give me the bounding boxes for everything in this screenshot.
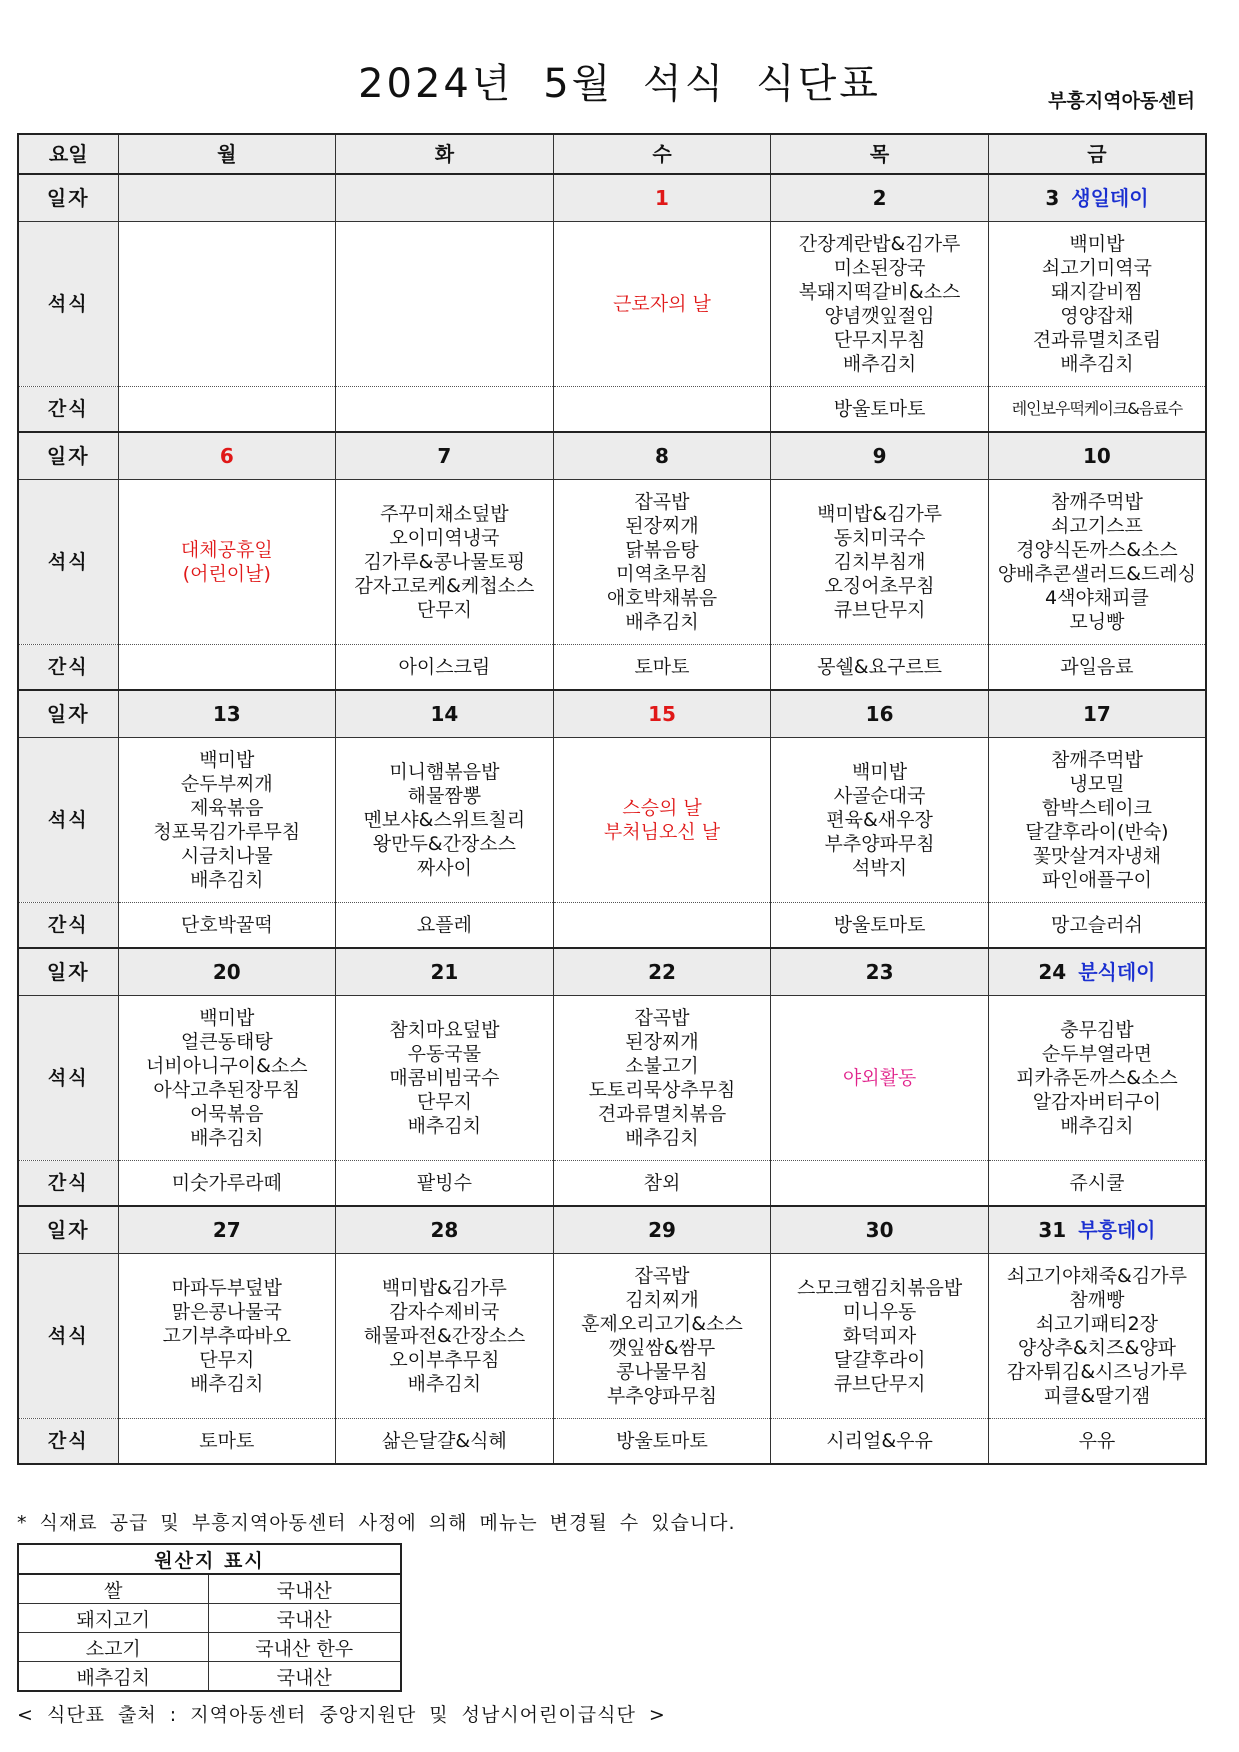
snack-cell: 몽쉘&요구르트 [771,645,989,691]
menu-item: 피클&딸기잼 [1043,1385,1151,1407]
menu-item: 참깨빵 [1069,1289,1125,1311]
dinner-cell [118,738,336,903]
menu-item: 오이부추무침 [389,1349,500,1371]
date-cell [988,948,1206,996]
origin-source: 국내산 한우 [208,1633,401,1662]
menu-item: 단무지무침 [833,329,926,351]
menu-item: 석박지 [852,857,908,879]
snack-label: 간식 [18,645,118,691]
dinner-cell [118,480,336,645]
menu-item: 배추김치 [190,869,264,891]
dinner-cell [553,996,771,1161]
date-cell [336,432,554,480]
date-number: 9 [872,444,887,468]
menu-item: 단무지 [416,599,472,621]
snack-cell [336,387,554,433]
dinner-label: 석식 [18,480,118,645]
menu-item: 닭볶음탕 [625,539,699,561]
dinner-cell [553,1254,771,1419]
menu-item: 해물짬뽕 [407,785,482,807]
dinner-label: 석식 [18,996,118,1161]
menu-item: 멘보샤&스위트칠리 [363,809,526,831]
menu-item: 어묵볶음 [190,1103,264,1125]
dinner-cell [988,222,1206,387]
menu-item: 배추김치 [625,611,699,633]
menu-item: 쇠고기야채죽&김가루 [1006,1265,1187,1287]
menu-item: 쇠고기미역국 [1041,257,1152,279]
menu-item: 백미밥 [1069,233,1125,255]
menu-item: 복돼지떡갈비&소스 [798,281,961,303]
dinner-cell [118,1254,336,1419]
origin-item: 배추김치 [18,1662,208,1692]
date-label: 일자 [18,1206,118,1254]
date-cell [553,948,771,996]
date-number: 23 [865,960,894,984]
menu-item: 오이미역냉국 [389,527,500,549]
menu-item: 배추김치 [842,353,917,375]
menu-item: 잡곡밥 [634,1007,690,1029]
menu-item: 참깨주먹밥 [1051,491,1143,513]
menu-item: 알감자버터구이 [1032,1091,1162,1113]
date-number: 17 [1083,702,1111,726]
date-row [18,1206,1206,1254]
date-cell [988,174,1206,222]
date-number: 15 [648,702,676,726]
menu-item: 동치미국수 [833,527,926,549]
menu-item: 마파두부덮밥 [171,1277,282,1299]
menu-item: 부추양파무침 [606,1385,718,1407]
menu-item: 배추김치 [1060,353,1134,375]
menu-item: 양념깻잎절임 [824,305,935,327]
menu-item: 양상추&치즈&양파 [1017,1337,1176,1359]
menu-item: 제육볶음 [190,797,264,819]
date-number: 16 [865,702,894,726]
date-cell [118,432,336,480]
date-number: 10 [1083,444,1111,468]
date-number: 27 [212,1218,241,1242]
event-day-tag: 생일데이 [1071,186,1149,210]
snack-cell: 방울토마토 [771,387,989,433]
menu-item: 순두부열라면 [1041,1043,1152,1065]
menu-item: 달걀후라이(반숙) [1025,821,1169,843]
menu-item: 쇠고기스프 [1051,515,1143,537]
menu-item: 야외활동 [842,1067,917,1089]
menu-item: 우동국물 [407,1043,482,1065]
date-cell [118,690,336,738]
date-cell [336,174,554,222]
snack-cell: 시리얼&우유 [771,1419,989,1465]
origin-item: 쌀 [18,1574,208,1604]
dinner-cell [553,480,771,645]
menu-item: 김치찌개 [625,1289,699,1311]
date-cell [988,1206,1206,1254]
origin-table [17,1543,402,1692]
menu-item: 콩나물무침 [616,1361,708,1383]
menu-item: 큐브단무지 [833,1373,926,1395]
dinner-cell [988,738,1206,903]
menu-item: 잡곡밥 [634,491,690,513]
date-number: 21 [430,960,459,984]
menu-item: 고기부추따바오 [162,1325,292,1347]
date-number: 30 [865,1218,894,1242]
date-number: 31 [1038,1218,1067,1242]
date-cell [118,174,336,222]
dinner-cell [336,1254,554,1419]
dinner-label: 석식 [18,222,118,387]
menu-item: 편육&새우장 [826,809,933,831]
menu-item: 맑은콩나물국 [171,1301,282,1323]
origin-row [18,1604,401,1633]
menu-item: 간장계란밥&김가루 [798,233,961,255]
dinner-row [18,738,1206,903]
dinner-row [18,480,1206,645]
date-cell [336,1206,554,1254]
dinner-row [18,996,1206,1161]
menu-item: 스모크햄김치볶음밥 [796,1277,963,1299]
date-cell [771,690,989,738]
menu-item: 미소된장국 [833,257,926,279]
snack-label: 간식 [18,1419,118,1465]
menu-item: 단무지 [199,1349,255,1371]
menu-item: 근로자의 날 [613,293,711,315]
event-day-tag: 분식데이 [1078,960,1156,984]
menu-item: 냉모밀 [1069,773,1125,795]
menu-item: 달걀후라이 [833,1349,926,1371]
snack-label: 간식 [18,387,118,433]
menu-item: 쇠고기패티2장 [1035,1313,1159,1335]
menu-item: 양배추콘샐러드&드레싱 [997,563,1197,585]
date-row [18,690,1206,738]
dinner-row [18,222,1206,387]
dinner-cell [336,738,554,903]
dinner-cell [988,1254,1206,1419]
dinner-cell [771,222,989,387]
weekday-header-row [18,134,1206,174]
menu-item: 충무김밥 [1060,1019,1134,1041]
origin-title: 원산지 표시 [18,1544,401,1574]
date-number: 14 [430,702,459,726]
date-number: 7 [437,444,452,468]
menu-item: 짜사이 [416,857,472,879]
dinner-cell [771,738,989,903]
menu-item: 김가루&콩나물토핑 [363,551,526,573]
menu-item: 백미밥&김가루 [817,503,943,525]
snack-cell [771,1161,989,1207]
date-label: 일자 [18,432,118,480]
menu-item: 4색야채피클 [1045,587,1149,609]
date-cell [336,948,554,996]
menu-item: 깻잎쌈&쌈무 [608,1337,716,1359]
menu-item: 단무지 [416,1091,472,1113]
menu-item: 미니햄볶음밥 [389,761,500,783]
origin-row [18,1633,401,1662]
menu-item: 대체공휴일 [180,539,273,561]
dinner-cell [771,996,989,1161]
date-cell [118,1206,336,1254]
menu-item: 감자수제비국 [389,1301,500,1323]
dinner-cell [118,222,336,387]
snack-cell: 토마토 [553,645,771,691]
menu-item: 배추김치 [1060,1115,1134,1137]
menu-item: 부추양파무침 [824,833,935,855]
menu-item: 모닝빵 [1069,611,1125,633]
origin-source: 국내산 [208,1662,401,1692]
date-cell [553,1206,771,1254]
center-name: 부흥지역아동센터 [1048,90,1195,112]
snack-cell: 토마토 [118,1419,336,1465]
menu-item: (어린이날) [182,563,271,585]
dinner-cell [553,222,771,387]
weekday-header-label: 요일 [18,134,118,174]
date-number: 28 [430,1218,459,1242]
date-cell [336,690,554,738]
date-number: 2 [872,186,887,210]
source-note: < 식단표 출처 : 지역아동센터 중앙지원단 및 성남시어린이급식단 > [17,1704,666,1726]
menu-item: 매콤비빔국수 [389,1067,500,1089]
snack-cell: 망고슬러쉬 [988,903,1206,949]
snack-cell: 요플레 [336,903,554,949]
menu-item: 소불고기 [625,1055,699,1077]
date-cell [553,432,771,480]
date-number: 8 [655,444,669,468]
date-label: 일자 [18,948,118,996]
menu-item: 도토리묵상추무침 [588,1079,736,1101]
dinner-cell [988,480,1206,645]
weekday-thu: 목 [771,134,989,174]
menu-item: 견과류멸치조림 [1032,329,1162,351]
dinner-cell [336,222,554,387]
snack-cell: 방울토마토 [553,1419,771,1465]
origin-row [18,1574,401,1604]
menu-item: 배추김치 [625,1127,699,1149]
origin-row [18,1662,401,1692]
snack-cell: 우유 [988,1419,1206,1465]
date-number: 1 [655,186,669,210]
menu-item: 배추김치 [190,1127,264,1149]
snack-cell [118,645,336,691]
snack-cell [553,387,771,433]
weekday-mon: 월 [118,134,336,174]
menu-item: 미니우동 [842,1301,917,1323]
snack-cell: 방울토마토 [771,903,989,949]
page-title: 2024년 5월 석식 식단표 [358,61,881,107]
event-day-tag: 부흥데이 [1078,1218,1156,1242]
snack-cell: 팥빙수 [336,1161,554,1207]
menu-item: 순두부찌개 [180,773,273,795]
date-cell [771,174,989,222]
snack-cell: 쥬시쿨 [988,1161,1206,1207]
menu-item: 된장찌개 [625,515,699,537]
menu-item: 잡곡밥 [634,1265,690,1287]
date-cell [771,1206,989,1254]
date-cell [553,690,771,738]
menu-item: 견과류멸치볶음 [597,1103,727,1125]
snack-row [18,903,1206,949]
snack-label: 간식 [18,903,118,949]
snack-cell: 레인보우떡케이크&음료수 [988,387,1206,433]
dinner-cell [553,738,771,903]
snack-row [18,645,1206,691]
menu-item: 영양잡채 [1060,305,1134,327]
menu-item: 파인애플구이 [1041,869,1152,891]
date-cell [988,432,1206,480]
origin-source: 국내산 [208,1604,401,1633]
dinner-cell [771,480,989,645]
menu-item: 김치부침개 [833,551,926,573]
snack-cell: 과일음료 [988,645,1206,691]
snack-row [18,1161,1206,1207]
origin-source: 국내산 [208,1574,401,1604]
menu-item: 훈제오리고기&소스 [581,1313,743,1335]
date-label: 일자 [18,174,118,222]
menu-item: 주꾸미채소덮밥 [380,503,509,525]
menu-item: 경양식돈까스&소스 [1016,539,1178,561]
snack-cell [118,387,336,433]
menu-item: 백미밥 [852,761,908,783]
menu-item: 꽃맛살겨자냉채 [1032,845,1162,867]
menu-item: 부처님오신 날 [603,821,721,843]
weekday-fri: 금 [988,134,1206,174]
date-number: 29 [648,1218,676,1242]
date-label: 일자 [18,690,118,738]
snack-cell [553,903,771,949]
menu-item: 돼지갈비찜 [1051,281,1143,303]
menu-item: 너비아니구이&소스 [145,1055,308,1077]
snack-cell: 미숫가루라떼 [118,1161,336,1207]
snack-cell: 아이스크림 [336,645,554,691]
date-cell [553,174,771,222]
date-cell [118,948,336,996]
menu-item: 미역초무침 [616,563,708,585]
date-number: 22 [648,960,676,984]
menu-item: 큐브단무지 [833,599,926,621]
menu-item: 배추김치 [407,1115,482,1137]
dinner-cell [336,480,554,645]
dinner-cell [336,996,554,1161]
date-row [18,948,1206,996]
snack-row [18,1419,1206,1465]
dinner-cell [771,1254,989,1419]
date-cell [988,690,1206,738]
dinner-label: 석식 [18,1254,118,1419]
date-cell [771,948,989,996]
date-cell [771,432,989,480]
menu-item: 왕만두&간장소스 [372,833,517,855]
menu-item: 백미밥 [199,749,255,771]
menu-item: 청포묵김가루무침 [153,821,301,843]
snack-cell: 단호박꿀떡 [118,903,336,949]
date-row [18,174,1206,222]
snack-row [18,387,1206,433]
origin-item: 소고기 [18,1633,208,1662]
menu-item: 사골순대국 [833,785,926,807]
date-row [18,432,1206,480]
menu-item: 스승의 날 [622,797,702,819]
menu-item: 함박스테이크 [1041,797,1152,819]
menu-item: 참깨주먹밥 [1051,749,1143,771]
snack-label: 간식 [18,1161,118,1207]
weekday-wed: 수 [553,134,771,174]
menu-item: 오징어초무침 [824,575,935,597]
dinner-label: 석식 [18,738,118,903]
weekday-tue: 화 [336,134,554,174]
menu-item: 얼큰동태탕 [180,1031,273,1053]
date-number: 3 [1045,186,1060,210]
snack-cell: 삶은달걀&식혜 [336,1419,554,1465]
date-number: 6 [219,444,234,468]
dinner-cell [118,996,336,1161]
change-notice: * 식재료 공급 및 부흥지역아동센터 사정에 의해 메뉴는 변경될 수 있습니다. [17,1512,736,1534]
menu-item: 애호박채볶음 [606,587,718,609]
date-number: 24 [1038,960,1067,984]
menu-item: 백미밥 [199,1007,255,1029]
date-number: 13 [212,702,241,726]
menu-item: 된장찌개 [625,1031,699,1053]
menu-item: 화덕피자 [842,1325,917,1347]
origin-item: 돼지고기 [18,1604,208,1633]
menu-item: 배추김치 [407,1373,482,1395]
snack-cell: 참외 [553,1161,771,1207]
menu-item: 백미밥&김가루 [381,1277,507,1299]
menu-item: 아삭고추된장무침 [153,1079,301,1101]
dinner-row [18,1254,1206,1419]
menu-item: 참치마요덮밥 [389,1019,500,1041]
menu-item: 시금치나물 [180,845,273,867]
menu-item: 해물파전&간장소스 [363,1325,526,1347]
menu-item: 피카츄돈까스&소스 [1016,1067,1178,1089]
date-number: 20 [212,960,241,984]
menu-item: 배추김치 [190,1373,264,1395]
menu-item: 감자튀김&시즈닝가루 [1006,1361,1187,1383]
menu-table [17,133,1207,1465]
dinner-cell [988,996,1206,1161]
menu-item: 감자고로케&케첩소스 [354,575,535,597]
